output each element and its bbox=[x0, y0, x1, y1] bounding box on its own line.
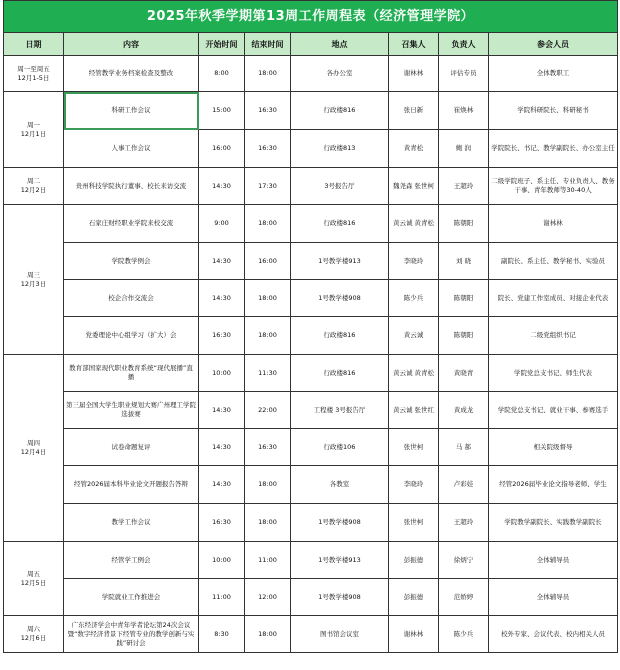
place-cell[interactable]: 行政楼106 bbox=[291, 429, 389, 466]
end-cell[interactable]: 16:30 bbox=[245, 130, 291, 168]
content-cell[interactable]: 第三届全国大学生职业规划大赛广州理工学院选拔赛 bbox=[64, 392, 199, 429]
col-header-attendees[interactable]: 参会人员 bbox=[489, 33, 618, 56]
date-line: 12月3日 bbox=[20, 279, 47, 288]
convener-cell[interactable]: 黄云诚 张世红 bbox=[389, 392, 439, 429]
content-cell[interactable]: 党委理论中心组学习（扩大）会 bbox=[64, 317, 199, 355]
owner-cell[interactable]: 陈朝阳 bbox=[439, 280, 489, 317]
owner-cell[interactable]: 崔焕林 bbox=[439, 92, 489, 130]
start-cell[interactable]: 8:00 bbox=[199, 56, 245, 92]
end-cell[interactable]: 12:00 bbox=[245, 579, 291, 616]
attendees-cell[interactable]: 学院教学副院长、实践教学副院长 bbox=[489, 504, 618, 542]
table-row bbox=[4, 579, 618, 616]
end-cell[interactable]: 18:00 bbox=[245, 56, 291, 92]
attendees-cell[interactable]: 全体辅导员 bbox=[489, 542, 618, 579]
content-cell[interactable]: 贵州科技学院执行董事、校长来访交流 bbox=[64, 168, 199, 205]
end-cell[interactable]: 11:30 bbox=[245, 355, 291, 392]
date-line: 12月1日 bbox=[20, 129, 47, 138]
attendees-cell[interactable]: 经管2026届毕业论文指导老师、学生 bbox=[489, 466, 618, 504]
date-line: 12月2日 bbox=[20, 186, 47, 194]
table-row bbox=[4, 466, 618, 504]
attendees-cell[interactable]: 院长、党建工作室成员、对接企业代表 bbox=[489, 280, 618, 317]
start-cell[interactable]: 14:30 bbox=[199, 243, 245, 280]
owner-cell[interactable]: 王超玲 bbox=[439, 168, 489, 205]
end-cell[interactable]: 18:00 bbox=[245, 504, 291, 542]
table-row bbox=[4, 616, 618, 653]
place-cell[interactable]: 3号报告厅 bbox=[291, 168, 389, 205]
start-cell[interactable]: 16:30 bbox=[199, 317, 245, 355]
start-cell[interactable]: 8:30 bbox=[199, 616, 245, 653]
col-header-content[interactable]: 内容 bbox=[64, 33, 199, 56]
place-cell[interactable]: 行政楼816 bbox=[291, 317, 389, 355]
start-cell[interactable]: 11:00 bbox=[199, 579, 245, 616]
content-cell[interactable]: 试卷命题复评 bbox=[64, 429, 199, 466]
end-cell[interactable]: 18:00 bbox=[245, 317, 291, 355]
content-cell[interactable]: 石家庄财经职业学院来校交流 bbox=[64, 205, 199, 243]
table-row bbox=[4, 280, 618, 317]
attendees-cell[interactable]: 学院党总支书记、师生代表 bbox=[489, 355, 618, 392]
end-cell[interactable]: 16:00 bbox=[245, 243, 291, 280]
convener-cell[interactable]: 黄云诚 黄青松 bbox=[389, 355, 439, 392]
start-cell[interactable]: 14:30 bbox=[199, 392, 245, 429]
col-header-owner[interactable]: 负责人 bbox=[439, 33, 489, 56]
start-cell[interactable]: 10:00 bbox=[199, 542, 245, 579]
table-row bbox=[4, 168, 618, 205]
owner-cell[interactable]: 陈朝阳 bbox=[439, 317, 489, 355]
date-cell[interactable] bbox=[4, 205, 64, 355]
content-cell[interactable]: 科研工作会议 bbox=[64, 92, 199, 130]
schedule-table bbox=[3, 0, 618, 653]
end-cell[interactable]: 18:00 bbox=[245, 616, 291, 653]
attendees-cell[interactable]: 学院党总支书记、就业干事、参赛选手 bbox=[489, 392, 618, 429]
owner-cell[interactable]: 陈少兵 bbox=[439, 616, 489, 653]
attendees-cell[interactable]: 相关院级督导 bbox=[489, 429, 618, 466]
attendees-cell[interactable]: 全体教职工 bbox=[489, 56, 618, 92]
place-cell[interactable]: 行政楼816 bbox=[291, 355, 389, 392]
start-cell[interactable]: 10:00 bbox=[199, 355, 245, 392]
table-row bbox=[4, 205, 618, 243]
end-cell[interactable]: 22:00 bbox=[245, 392, 291, 429]
place-cell[interactable]: 1号教学楼908 bbox=[291, 579, 389, 616]
attendees-cell[interactable]: 谢林林 bbox=[489, 205, 618, 243]
convener-cell[interactable]: 陈少兵 bbox=[389, 280, 439, 317]
attendees-cell[interactable]: 全体辅导员 bbox=[489, 579, 618, 616]
place-cell[interactable]: 各办公室 bbox=[291, 56, 389, 92]
end-cell[interactable]: 18:00 bbox=[245, 466, 291, 504]
col-header-place[interactable]: 地点 bbox=[291, 33, 389, 56]
owner-cell[interactable]: 黄晓青 bbox=[439, 355, 489, 392]
content-cell[interactable]: 教育部国家现代职业教育系统“现代展播”直播 bbox=[64, 355, 199, 392]
convener-cell[interactable]: 张世柯 bbox=[389, 429, 439, 466]
place-cell[interactable]: 1号教学楼908 bbox=[291, 504, 389, 542]
attendees-cell[interactable]: 学院科研院长、科研秘书 bbox=[489, 92, 618, 130]
convener-cell[interactable]: 彭振德 bbox=[389, 542, 439, 579]
date-line: 周一 bbox=[27, 120, 40, 129]
col-header-end[interactable]: 结束时间 bbox=[245, 33, 291, 56]
place-cell[interactable]: 行政楼816 bbox=[291, 205, 389, 243]
start-cell[interactable]: 14:30 bbox=[199, 466, 245, 504]
attendees-cell[interactable]: 副院长、系主任、教学秘书、实验员 bbox=[489, 243, 618, 280]
date-line: 周五 bbox=[27, 569, 40, 578]
table-row bbox=[4, 56, 618, 92]
schedule-body bbox=[4, 56, 618, 653]
table-row bbox=[4, 429, 618, 466]
start-cell[interactable]: 16:00 bbox=[199, 130, 245, 168]
date-line: 周二 bbox=[27, 177, 40, 185]
date-line: 12月5日 bbox=[20, 578, 47, 587]
convener-cell[interactable]: 张日新 bbox=[389, 92, 439, 130]
date-line: 周六 bbox=[27, 625, 40, 633]
convener-cell[interactable]: 谢林林 bbox=[389, 616, 439, 653]
attendees-cell[interactable]: 二级学院班子、系主任、专业负责人、教务干事、青年教师等30-40人 bbox=[489, 168, 618, 205]
table-row bbox=[4, 317, 618, 355]
date-cell[interactable] bbox=[4, 56, 64, 92]
convener-cell[interactable]: 张世柯 bbox=[389, 504, 439, 542]
col-header-start[interactable]: 开始时间 bbox=[199, 33, 245, 56]
date-line: 12月1-5日 bbox=[17, 73, 50, 82]
owner-cell[interactable]: 陈朝阳 bbox=[439, 205, 489, 243]
content-cell[interactable]: 教学工作会议 bbox=[64, 504, 199, 542]
date-cell[interactable] bbox=[4, 168, 64, 205]
convener-cell[interactable]: 李晓玲 bbox=[389, 243, 439, 280]
date-cell[interactable] bbox=[4, 616, 64, 653]
owner-cell[interactable]: 范娇婷 bbox=[439, 579, 489, 616]
place-cell[interactable]: 1号教学楼908 bbox=[291, 280, 389, 317]
owner-cell[interactable]: 马 郝 bbox=[439, 429, 489, 466]
page-title: 2025年秋季学期第13周工作周程表（经济管理学院） bbox=[4, 1, 618, 33]
content-cell[interactable]: 经管学工例会 bbox=[64, 542, 199, 579]
start-cell[interactable]: 9:00 bbox=[199, 205, 245, 243]
owner-cell[interactable]: 王超玲 bbox=[439, 504, 489, 542]
end-cell[interactable]: 16:30 bbox=[245, 429, 291, 466]
end-cell[interactable]: 17:30 bbox=[245, 168, 291, 205]
place-cell[interactable]: 工程楼 3号报告厅 bbox=[291, 392, 389, 429]
end-cell[interactable]: 16:30 bbox=[245, 92, 291, 130]
table-row bbox=[4, 130, 618, 168]
col-header-date[interactable]: 日期 bbox=[4, 33, 64, 56]
start-cell[interactable]: 15:00 bbox=[199, 92, 245, 130]
start-cell[interactable]: 14:30 bbox=[199, 429, 245, 466]
owner-cell[interactable]: 刘 晓 bbox=[439, 243, 489, 280]
end-cell[interactable]: 18:00 bbox=[245, 205, 291, 243]
convener-cell[interactable]: 魏尧森 张世柯 bbox=[389, 168, 439, 205]
place-cell[interactable]: 行政楼816 bbox=[291, 92, 389, 130]
date-line: 12月4日 bbox=[20, 448, 47, 456]
date-line: 12月6日 bbox=[20, 634, 47, 642]
content-cell[interactable]: 人事工作会议 bbox=[64, 130, 199, 168]
date-cell[interactable] bbox=[4, 542, 64, 616]
owner-cell[interactable]: 评估专员 bbox=[439, 56, 489, 92]
start-cell[interactable]: 14:30 bbox=[199, 280, 245, 317]
end-cell[interactable]: 11:00 bbox=[245, 542, 291, 579]
attendees-cell[interactable]: 学院院长、书记、教学副院长、办公室主任 bbox=[489, 130, 618, 168]
convener-cell[interactable]: 彭振德 bbox=[389, 579, 439, 616]
owner-cell[interactable]: 黄成龙 bbox=[439, 392, 489, 429]
owner-cell[interactable]: 卢彩娃 bbox=[439, 466, 489, 504]
content-cell[interactable]: 经管教学业务档案检查及整改 bbox=[64, 56, 199, 92]
header-row bbox=[4, 33, 618, 56]
table-row bbox=[4, 542, 618, 579]
attendees-cell[interactable]: 校外专家、会议代表、校内相关人员 bbox=[489, 616, 618, 653]
owner-cell[interactable]: 鲍 润 bbox=[439, 130, 489, 168]
place-cell[interactable]: 图书馆会议室 bbox=[291, 616, 389, 653]
place-cell[interactable]: 1号教学楼913 bbox=[291, 243, 389, 280]
table-row bbox=[4, 392, 618, 429]
convener-cell[interactable]: 李晓玲 bbox=[389, 466, 439, 504]
table-row bbox=[4, 504, 618, 542]
end-cell[interactable]: 18:00 bbox=[245, 280, 291, 317]
attendees-cell[interactable]: 二级党组织书记 bbox=[489, 317, 618, 355]
owner-cell[interactable]: 徐炳宁 bbox=[439, 542, 489, 579]
content-cell[interactable]: 经管2026届本科毕业论文开题报告答辩 bbox=[64, 466, 199, 504]
date-line: 周一至周五 bbox=[17, 64, 50, 73]
convener-cell[interactable]: 黄云诚 bbox=[389, 317, 439, 355]
table-row bbox=[4, 243, 618, 280]
content-cell[interactable]: 广东经济学会中青年学者论坛第24次会议暨“数字经济背景下经管专业的教学创新与实践”研讨会 bbox=[64, 616, 199, 653]
convener-cell[interactable]: 谢林林 bbox=[389, 56, 439, 92]
col-header-convener[interactable]: 召集人 bbox=[389, 33, 439, 56]
start-cell[interactable]: 14:30 bbox=[199, 168, 245, 205]
date-cell[interactable] bbox=[4, 355, 64, 542]
start-cell[interactable]: 16:30 bbox=[199, 504, 245, 542]
table-row bbox=[4, 355, 618, 392]
convener-cell[interactable]: 黄云诚 黄青松 bbox=[389, 205, 439, 243]
content-cell[interactable]: 学院教学例会 bbox=[64, 243, 199, 280]
date-line: 周四 bbox=[27, 439, 40, 447]
convener-cell[interactable]: 黄青松 bbox=[389, 130, 439, 168]
date-line: 周三 bbox=[27, 270, 40, 279]
place-cell[interactable]: 1号教学楼913 bbox=[291, 542, 389, 579]
place-cell[interactable]: 行政楼813 bbox=[291, 130, 389, 168]
date-cell[interactable] bbox=[4, 92, 64, 168]
content-cell[interactable]: 校企合作交流会 bbox=[64, 280, 199, 317]
table-row bbox=[4, 92, 618, 130]
place-cell[interactable]: 各教室 bbox=[291, 466, 389, 504]
content-cell[interactable]: 学院就业工作推进会 bbox=[64, 579, 199, 616]
